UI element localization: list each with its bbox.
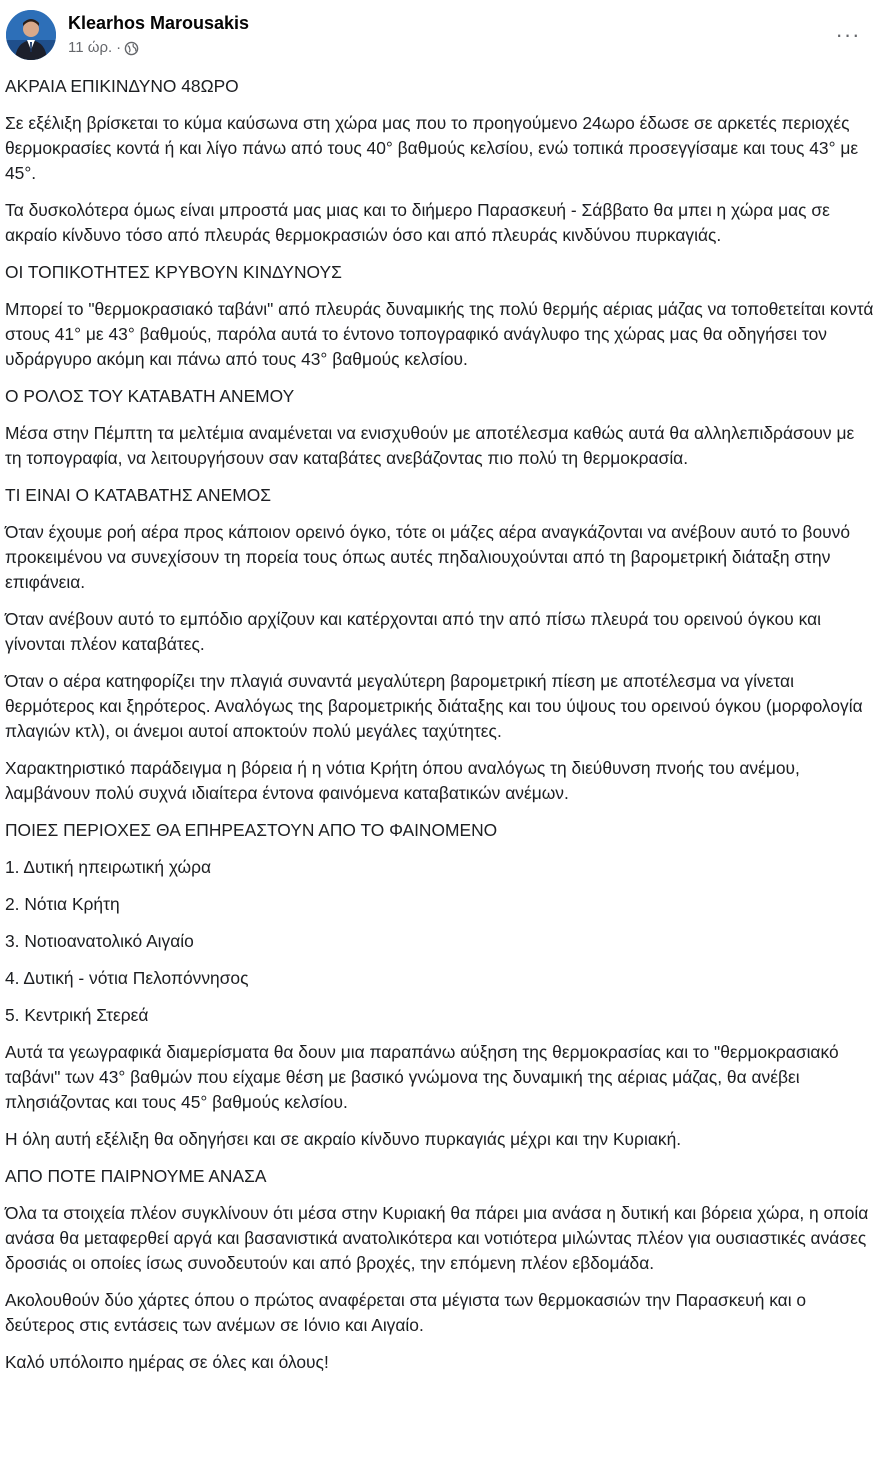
post-paragraph: Όταν έχουμε ροή αέρα προς κάποιον ορεινό όγκο, τότε οι μάζες αέρα αναγκάζονται να ανέβουν αυτό το βουνό προκειμένου να συνεχίσουν τη πορεία τους όπως αυτές πηδαλιουχούνται από τη βαρομετρική διάταξη στην επιφάνεια. (5, 522, 850, 592)
post-paragraph: Χαρακτηριστικό παράδειγμα η βόρεια ή η νότια Κρήτη όπου αναλόγως τη διεύθυνση πνοής του ανέμου, λαμβάνουν πολύ συχνά ιδιαίτερα έντονα φαινόμενα καταβατικών ανέμων. (5, 758, 800, 803)
post-paragraph: Ακολουθούν δύο χάρτες όπου ο πρώτος αναφέρεται στα μέγιστα των θερμοκασιών την Παρασκευή και ο δεύτερος στις εντάσεις των ανέμων σε Ιόνιο και Αιγαίο. (5, 1290, 807, 1335)
post-paragraph: 3. Νοτιοανατολικό Αιγαίο (5, 931, 194, 951)
post-paragraph: Καλό υπόλοιπο ημέρας σε όλες και όλους! (5, 1352, 329, 1372)
post-paragraph: Όταν ανέβουν αυτό το εμπόδιο αρχίζουν και κατέρχονται από την από πίσω πλευρά του ορεινού όγκου και γίνονται πλέον καταβάτες. (5, 609, 821, 654)
post-paragraph: ΤΙ ΕΙΝΑΙ Ο ΚΑΤΑΒΑΤΗΣ ΑΝΕΜΟΣ (5, 485, 271, 505)
author-name[interactable]: Klearhos Marousakis (68, 13, 250, 33)
post-paragraph: 1. Δυτική ηπειρωτική χώρα (5, 857, 212, 877)
post-paragraph: Σε εξέλιξη βρίσκεται το κύμα καύσωνα στη χώρα μας που το προηγούμενο 24ωρο έδωσε σε αρκετές περιοχές θερμοκρασίες κοντά ή και λίγο πάνω από τους 40° βαθμούς κελσίου, ενώ τοπικά προσεγγίσαμε και τους 43° με 45°. (5, 113, 859, 183)
post-timestamp[interactable]: 11 ώρ. (68, 39, 113, 56)
post-paragraph: ΟΙ ΤΟΠΙΚΟΤΗΤΕΣ ΚΡΥΒΟΥΝ ΚΙΝΔΥΝΟΥΣ (5, 262, 342, 282)
post-paragraph: Τα δυσκολότερα όμως είναι μπροστά μας μιας και το διήμερο Παρασκευή - Σάββατο θα μπει η χώρα μας σε ακραίο κίνδυνο τόσο από πλευράς θερμοκρασιών όσο και από πλευράς κινδύνου πυρκαγιάς. (5, 200, 830, 245)
post-paragraph: 2. Νότια Κρήτη (5, 894, 120, 914)
post-body (5, 74, 875, 1387)
globe-icon (124, 41, 139, 56)
author-avatar[interactable] (6, 10, 56, 60)
post-header (6, 10, 870, 66)
post-paragraph: Αυτά τα γεωγραφικά διαμερίσματα θα δουν μια παραπάνω αύξηση της θερμοκρασίας και το "θερμοκρασιακό ταβάνι" των 43° βαθμών που είχαμε θέση με βασικό γνώμονα της δυναμική της αέριας μάζας, θα ανέβει πλησιάζοντας και τους 45° βαθμούς κελσίου. (5, 1042, 839, 1112)
post-paragraph: ΠΟΙΕΣ ΠΕΡΙΟΧΕΣ ΘΑ ΕΠΗΡΕΑΣΤΟΥΝ ΑΠΟ ΤΟ ΦΑΙΝΟΜΕΝΟ (5, 820, 498, 840)
post-paragraph: Όλα τα στοιχεία πλέον συγκλίνουν ότι μέσα στην Κυριακή θα πάρει μια ανάσα η δυτική και βόρεια χώρα, η οποία ανάσα θα μεταφερθεί αργά και βασανιστικά ανατολικότερα και νοτιότερα μιλώντας πλέον για ουσιαστικές ανάσες δροσιάς οι οποίες ίσως συνοδευτούν και από βροχές, την επόμενη πλέον εβδομάδα. (5, 1203, 869, 1273)
post-paragraph: Ο ΡΟΛΟΣ ΤΟΥ ΚΑΤΑΒΑΤΗ ΑΝΕΜΟΥ (5, 386, 295, 406)
post-paragraph: Μέσα στην Πέμπτη τα μελτέμια αναμένεται να ενισχυθούν με αποτέλεσμα καθώς αυτά θα αλληλεπιδράσουν με τη τοπογραφία, να λειτουργήσουν σαν καταβάτες ανεβάζοντας πιο πολύ τη θερμοκρασία. (5, 423, 855, 468)
post-paragraph: ΑΚΡΑΙΑ ΕΠΙΚΙΝΔΥΝΟ 48ΩΡΟ (5, 76, 239, 96)
post-paragraph: 4. Δυτική - νότια Πελοπόννησος (5, 968, 249, 988)
post-meta (68, 39, 139, 56)
post-paragraph: 5. Κεντρική Στερεά (5, 1005, 149, 1025)
post-paragraph: Μπορεί το "θερμοκρασιακό ταβάνι" από πλευράς δυναμικής της πολύ θερμής αέριας μάζας να τοποθετείται κοντά στους 41° με 43° βαθμούς, παρόλα αυτά το έντονο τοπογραφικό ανάγλυφο της χώρας μας θα οδηγήσει τον υδράργυρο ακόμη και πάνω από τους 43° βαθμούς κελσίου. (5, 299, 874, 369)
avatar-image (6, 10, 56, 60)
post-paragraph: ΑΠΟ ΠΟΤΕ ΠΑΙΡΝΟΥΜΕ ΑΝΑΣΑ (5, 1166, 267, 1186)
post-paragraph: Η όλη αυτή εξέλιξη θα οδηγήσει και σε ακραίο κίνδυνο πυρκαγιάς μέχρι και την Κυριακή. (5, 1129, 682, 1149)
more-options-icon[interactable]: ··· (835, 22, 861, 47)
post-paragraph: Όταν ο αέρα κατηφορίζει την πλαγιά συναντά μεγαλύτερη βαρομετρική πίεση με αποτέλεσμα να γίνεται θερμότερος και ξηρότερος. Αναλόγως της βαρομετρικής διάταξης και του ύψους του ορεινού όγκου (μορφολογία πλαγιών κτλ), οι άνεμοι αυτοί αποκτούν πολύ μεγάλες ταχύτητες. (5, 671, 863, 741)
meta-separator: · (116, 39, 122, 56)
